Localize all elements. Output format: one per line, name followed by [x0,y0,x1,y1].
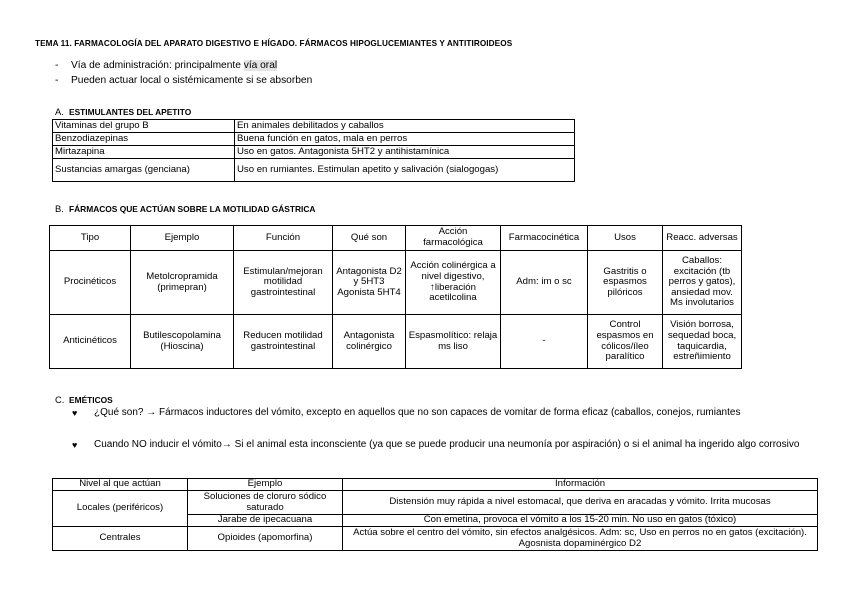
header-cell: Tipo [50,226,131,251]
header-cell: Función [234,226,333,251]
level-cell: Centrales [53,527,188,551]
table-cell: Visión borrosa, sequedad boca, taquicardia, estreñimiento [663,315,742,369]
table-cell: Benzodiazepinas [53,133,235,146]
dash-bullet: - [55,60,59,71]
table-cell: - [501,315,588,369]
header-cell: Acción farmacológica [406,226,501,251]
header-cell: Nivel al que actúan [53,479,188,491]
table-cell: Distensión muy rápida a nivel estomacal, que deriva en aracadas y vómito. Irrita mucosas [343,491,818,515]
table-row [50,315,742,369]
header-cell: Farmacocinética [501,226,588,251]
table-cell: Jarabe de ipecacuana [188,515,343,527]
section-title: EMÉTICOS [69,395,113,405]
table-cell: Mirtazapina [53,146,235,159]
table-cell: Control espasmos en cólicos/íleo paralítico [588,315,663,369]
table-cell: Buena función en gatos, mala en perros [235,133,575,146]
emetics-bullet-when-not [72,437,848,453]
table-row [53,133,575,146]
header-cell: Ejemplo [188,479,343,491]
level-cell: Locales (periféricos) [53,491,188,527]
table-row [53,491,818,515]
gastric-motility-table [49,225,742,369]
table-cell: Estimulan/mejoran motilidad gastrointestinal [234,251,333,315]
header-cell: Qué son [333,226,406,251]
section-title: FÁRMACOS QUE ACTÚAN SOBRE LA MOTILIDAD GÁSTRICA [69,204,316,214]
header-cell: Ejemplo [131,226,234,251]
appetite-stimulants-table [52,119,575,182]
heart-bullet-icon: ♥ [72,408,78,418]
section-b-heading [55,203,315,214]
table-cell: Metolcropramida (primepran) [131,251,234,315]
table-cell: Caballos: excitación (tb perros y gatos), ansiedad mov. Ms involutarios [663,251,742,315]
table-row [53,159,575,182]
table-header-row [53,479,818,491]
table-row [53,527,818,551]
table-cell: Uso en rumiantes. Estimulan apetito y salivación (sialogogas) [235,159,575,182]
table-cell: Gastritis o espasmos pilóricos [588,251,663,315]
section-letter: C. [55,394,65,405]
table-header-row [50,226,742,251]
table-cell: Reducen motilidad gastrointestinal [234,315,333,369]
route-text: Vía de administración: principalmente [71,60,244,71]
table-cell: Adm: im o sc [501,251,588,315]
bullet-text: ¿Qué son? → Fármacos inductores del vómito, excepto en aquellos que no son capaces de vomitar de forma eficaz (caballos, conejos, rumiantes [94,407,741,418]
table-cell: Butilescopolamina (Hioscina) [131,315,234,369]
heart-bullet-icon: ♥ [72,440,78,450]
header-cell: Usos [588,226,663,251]
table-cell: Espasmolítico: relaja ms liso [406,315,501,369]
section-a-heading [55,106,191,117]
table-cell: Anticinéticos [50,315,131,369]
emetics-bullet-what [72,405,848,421]
table-cell: Sustancias amargas (genciana) [53,159,235,182]
table-row [50,251,742,315]
header-cell: Información [343,479,818,491]
dash-bullet: - [55,75,59,86]
section-title: ESTIMULANTES DEL APETITO [69,107,192,117]
emetics-table [52,478,818,551]
table-cell: Procinéticos [50,251,131,315]
bullet-text: Cuando NO inducir el vómito→ Si el animal esta inconsciente (ya que se puede producir una neumonía por aspiración) o si el animal ha ingerido algo corrosivo [94,439,800,450]
table-cell: Antagonista colinérgico [333,315,406,369]
section-letter: A. [55,106,64,117]
table-row [53,120,575,133]
table-cell: Actúa sobre el centro del vómito, sin efectos analgésicos. Adm: sc, Uso en perros no en gatos (excitación). Agosnista dopaminérgico D2 [343,527,818,551]
intro-bullet-action [55,75,312,86]
table-cell: En animales debilitados y caballos [235,120,575,133]
section-c-heading [55,394,113,405]
table-cell: Acción colinérgica a nivel digestivo, ↑liberación acetilcolina [406,251,501,315]
section-letter: B. [55,203,64,214]
table-cell: Opioides (apomorfina) [188,527,343,551]
table-row [53,146,575,159]
route-highlight: vía oral [243,60,278,71]
header-cell: Reacc. adversas [663,226,742,251]
action-text: Pueden actuar local o sistémicamente si se absorben [71,75,313,86]
document-title: TEMA 11. FARMACOLOGÍA DEL APARATO DIGESTIVO E HÍGADO. FÁRMACOS HIPOGLUCEMIANTES Y ANTITIROIDEOS [35,39,513,48]
table-cell: Vitaminas del grupo B [53,120,235,133]
table-cell: Con emetina, provoca el vómito a los 15-20 min. No uso en gatos (tóxico) [343,515,818,527]
intro-bullet-route [55,60,277,71]
table-cell: Antagonista D2 y 5HT3 Agonista 5HT4 [333,251,406,315]
table-cell: Soluciones de cloruro sódico saturado [188,491,343,515]
table-cell: Uso en gatos. Antagonista 5HT2 y antihistamínica [235,146,575,159]
